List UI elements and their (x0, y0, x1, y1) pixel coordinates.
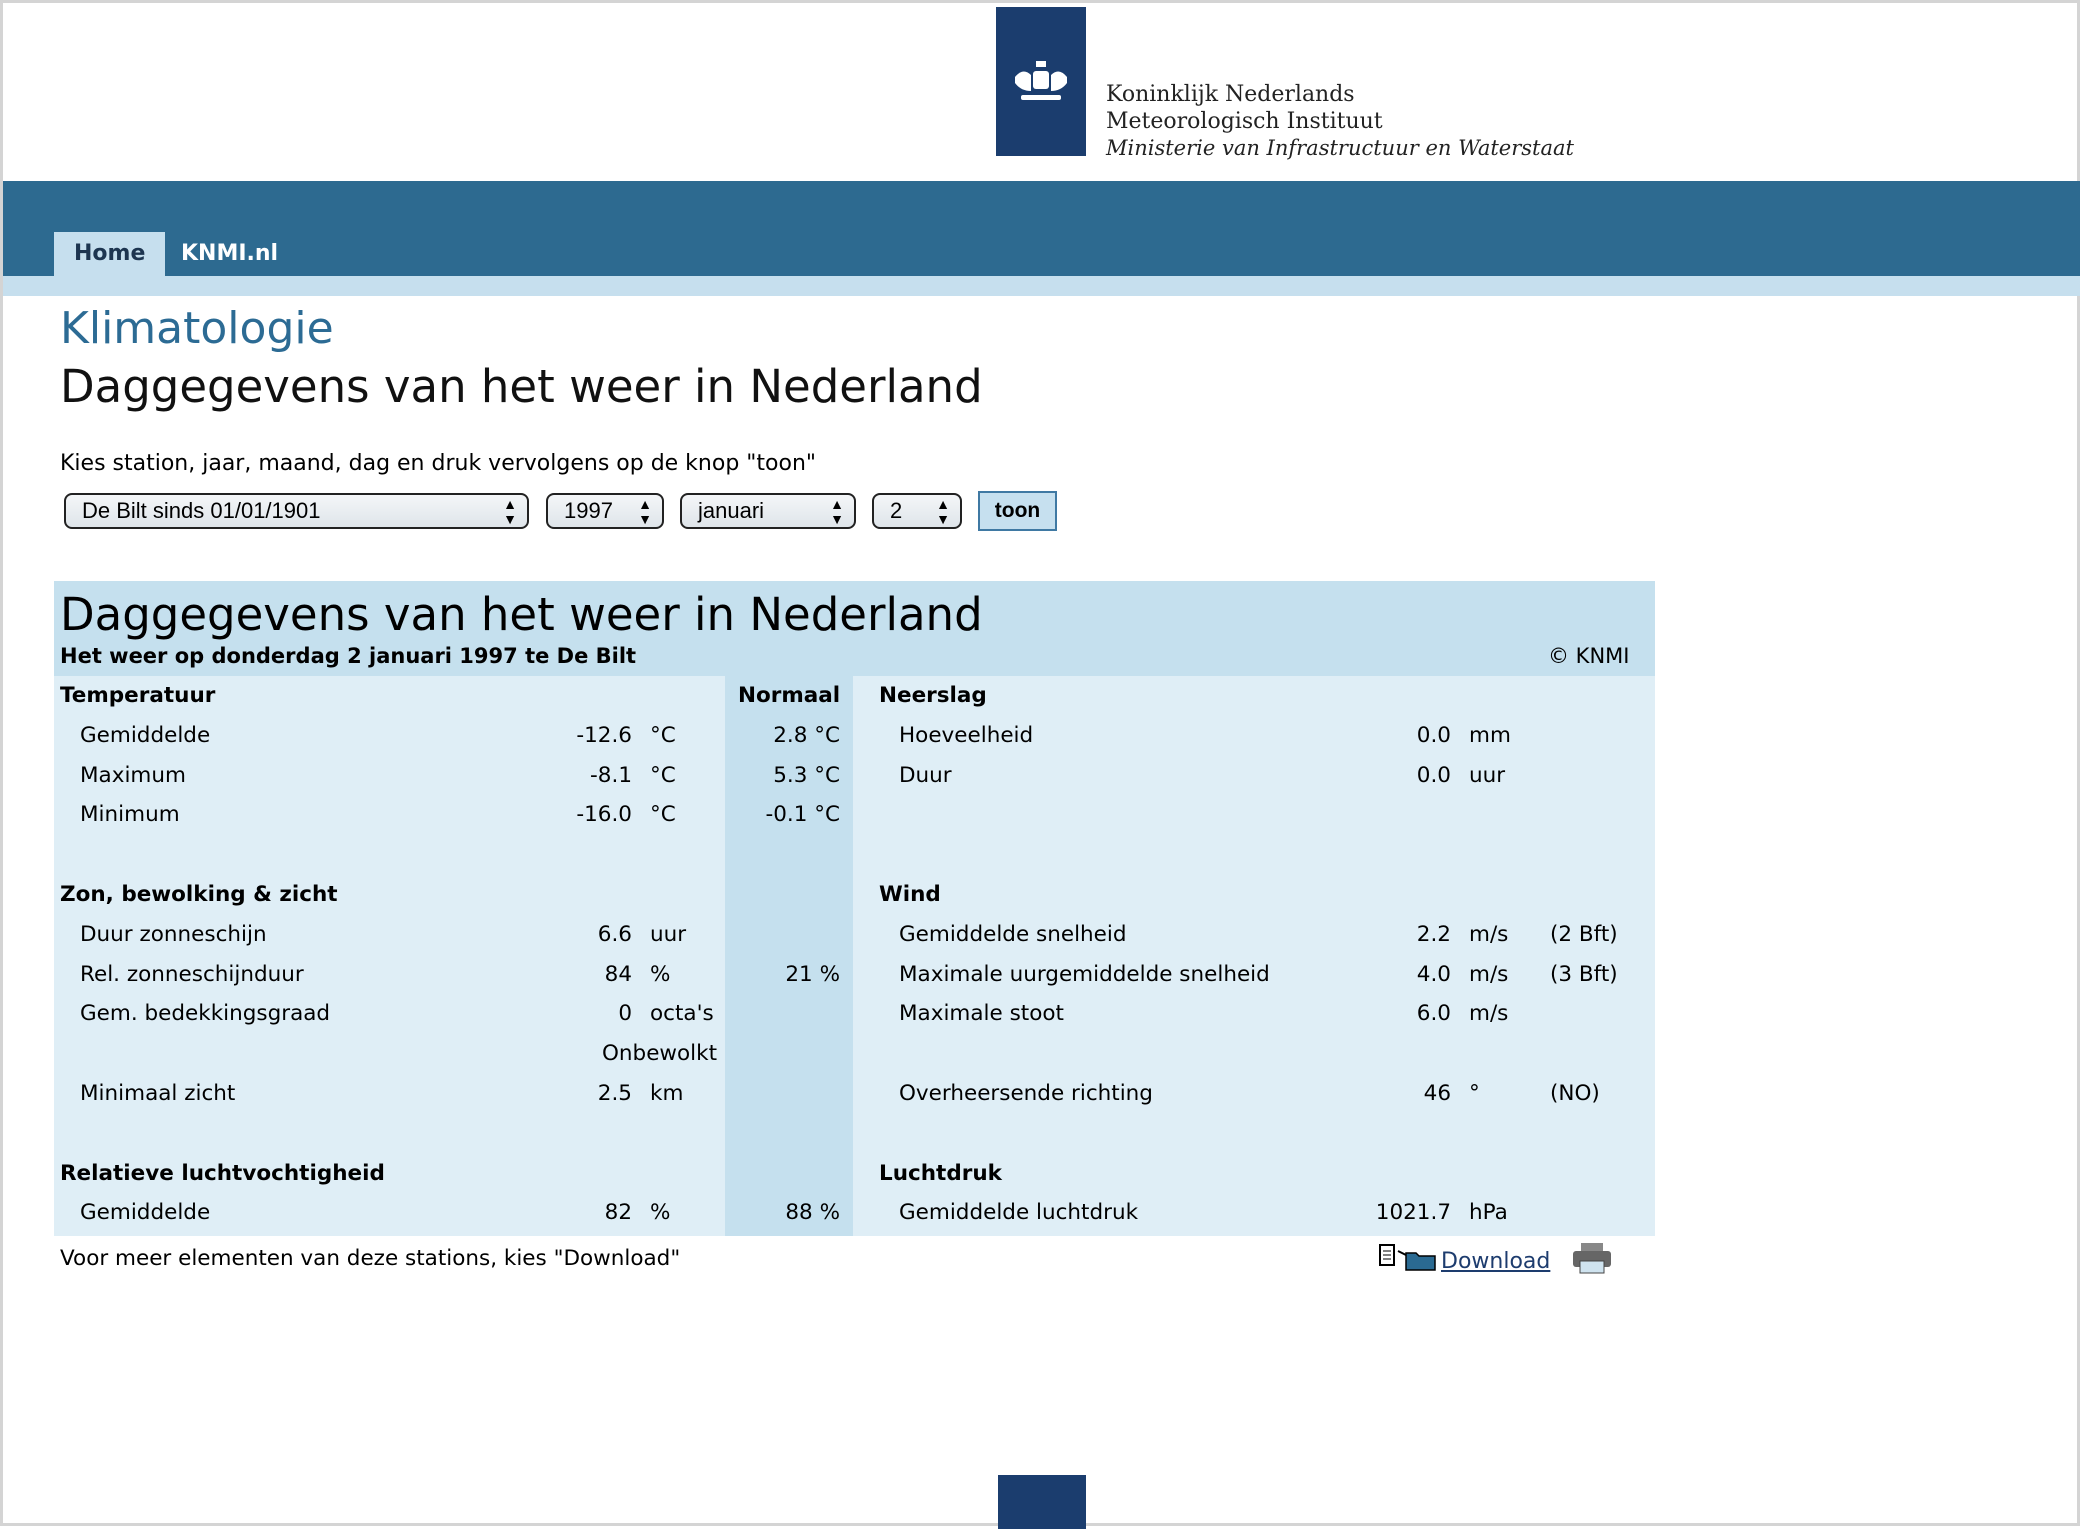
measure-unit: % (650, 961, 671, 987)
measure-value: 2.5 (597, 1081, 632, 1106)
measure-value: 82 (604, 1200, 632, 1226)
measure-label: Maximum (80, 762, 186, 788)
select-arrows-icon: ▲ ▼ (936, 496, 950, 527)
normal-heading: Normaal (738, 683, 841, 708)
normal-value: 21 % (785, 961, 840, 987)
select-arrows-icon: ▲ ▼ (830, 496, 844, 527)
year-value: 1997 (564, 498, 613, 523)
instruction-text: Kies station, jaar, maand, dag en druk vervolgens op de knop "toon" (60, 451, 817, 476)
logo-line-2: Meteorologisch Instituut (1106, 109, 1383, 134)
select-arrows-icon: ▲ ▼ (503, 496, 517, 527)
station-select[interactable] (64, 493, 529, 529)
measure-label: Rel. zonneschijnduur (80, 961, 304, 987)
measure-unit: octa's (650, 1001, 714, 1027)
normal-value: 2.8 °C (773, 722, 840, 748)
nav-strip (3, 276, 2080, 296)
measure-unit: mm (1469, 722, 1511, 748)
station-value: De Bilt sinds 01/01/1901 (82, 498, 321, 523)
tab-knmi[interactable]: KNMI.nl (181, 241, 279, 266)
result-title: Daggegevens van het weer in Nederland (60, 588, 983, 641)
measure-value: 0.0 (1416, 722, 1451, 748)
measure-unit: uur (1469, 762, 1506, 788)
normal-value: 88 % (785, 1200, 840, 1226)
measure-unit: °C (650, 722, 676, 748)
measure-label: Gemiddelde snelheid (899, 921, 1127, 947)
footer-logo-block (998, 1475, 1086, 1529)
measure-value: -16.0 (576, 802, 632, 828)
page-title: Daggegevens van het weer in Nederland (60, 360, 983, 413)
footer-text: Voor meer elementen van deze stations, kies "Download" (60, 1246, 681, 1271)
tab-home[interactable]: Home (54, 232, 165, 276)
measure-unit: % (650, 1200, 671, 1226)
measure-extra: (2 Bft) (1550, 921, 1618, 947)
print-icon[interactable] (1571, 1241, 1613, 1279)
measure-unit: °C (650, 762, 676, 788)
measure-label: Minimum (80, 802, 180, 828)
measure-unit: °C (650, 802, 676, 828)
day-select[interactable] (872, 493, 962, 529)
measure-label: Maximale stoot (899, 1001, 1064, 1027)
measure-label: Gemiddelde (80, 722, 211, 748)
copyright: © KNMI (1548, 644, 1630, 668)
measure-label: Minimaal zicht (80, 1081, 236, 1106)
measure-value: 84 (604, 961, 632, 987)
measure-unit: ° (1469, 1081, 1480, 1106)
select-arrows-icon: ▲ ▼ (638, 496, 652, 527)
measure-unit: hPa (1469, 1200, 1508, 1226)
measure-value: -8.1 (590, 762, 632, 788)
section-heading: Luchtdruk (879, 1160, 1002, 1186)
measure-label: Duur (899, 762, 952, 788)
measure-label: Gemiddelde luchtdruk (899, 1200, 1139, 1226)
section-title: Klimatologie (60, 303, 334, 354)
measure-label: Maximale uurgemiddelde snelheid (899, 961, 1270, 987)
measure-unit: m/s (1469, 921, 1509, 947)
section-heading: Zon, bewolking & zicht (60, 882, 338, 907)
logo-line-3: Ministerie van Infrastructuur en Waterstaat (1106, 136, 1574, 160)
logo-text (1106, 81, 1574, 162)
measure-label: Hoeveelheid (899, 722, 1034, 748)
measure-value: 0 (618, 1001, 632, 1027)
download-folder-icon[interactable] (1378, 1243, 1438, 1277)
section-heading: Neerslag (879, 683, 987, 708)
measure-extra: (NO) (1550, 1081, 1600, 1106)
normal-value: 5.3 °C (773, 762, 840, 788)
measure-unit: m/s (1469, 961, 1509, 987)
measure-value: 2.2 (1416, 921, 1451, 947)
measure-value: 4.0 (1416, 961, 1451, 987)
month-select[interactable] (680, 493, 856, 529)
measure-label: Overheersende richting (899, 1081, 1153, 1106)
section-heading: Wind (879, 882, 941, 907)
section-heading: Relatieve luchtvochtigheid (60, 1160, 385, 1186)
download-link[interactable]: Download (1441, 1249, 1551, 1274)
measure-unit: uur (650, 921, 687, 947)
nav-bar (3, 181, 2080, 276)
coat-of-arms-icon (1011, 57, 1071, 107)
measure-value: 46 (1423, 1081, 1451, 1106)
measure-unit: km (650, 1081, 684, 1106)
month-value: januari (698, 498, 765, 523)
result-subtitle: Het weer op donderdag 2 januari 1997 te De Bilt (60, 644, 637, 668)
measure-unit: m/s (1469, 1001, 1509, 1027)
year-select[interactable] (546, 493, 664, 529)
measure-label: Gemiddelde (80, 1200, 211, 1226)
day-value: 2 (890, 498, 903, 523)
measure-value: 6.6 (597, 921, 632, 947)
normal-value: -0.1 °C (765, 802, 840, 828)
measure-value: 6.0 (1416, 1001, 1451, 1027)
measure-extra: (3 Bft) (1550, 961, 1618, 987)
section-heading: Temperatuur (60, 683, 216, 708)
measure-value: -12.6 (576, 722, 632, 748)
measure-note: Onbewolkt (602, 1041, 718, 1067)
toon-button[interactable]: toon (978, 491, 1057, 531)
measure-label: Gem. bedekkingsgraad (80, 1001, 331, 1027)
measure-value: 1021.7 (1375, 1200, 1451, 1226)
measure-value: 0.0 (1416, 762, 1451, 788)
logo-line-1: Koninklijk Nederlands (1106, 82, 1355, 107)
government-logo (996, 7, 1086, 156)
measure-label: Duur zonneschijn (80, 921, 267, 947)
